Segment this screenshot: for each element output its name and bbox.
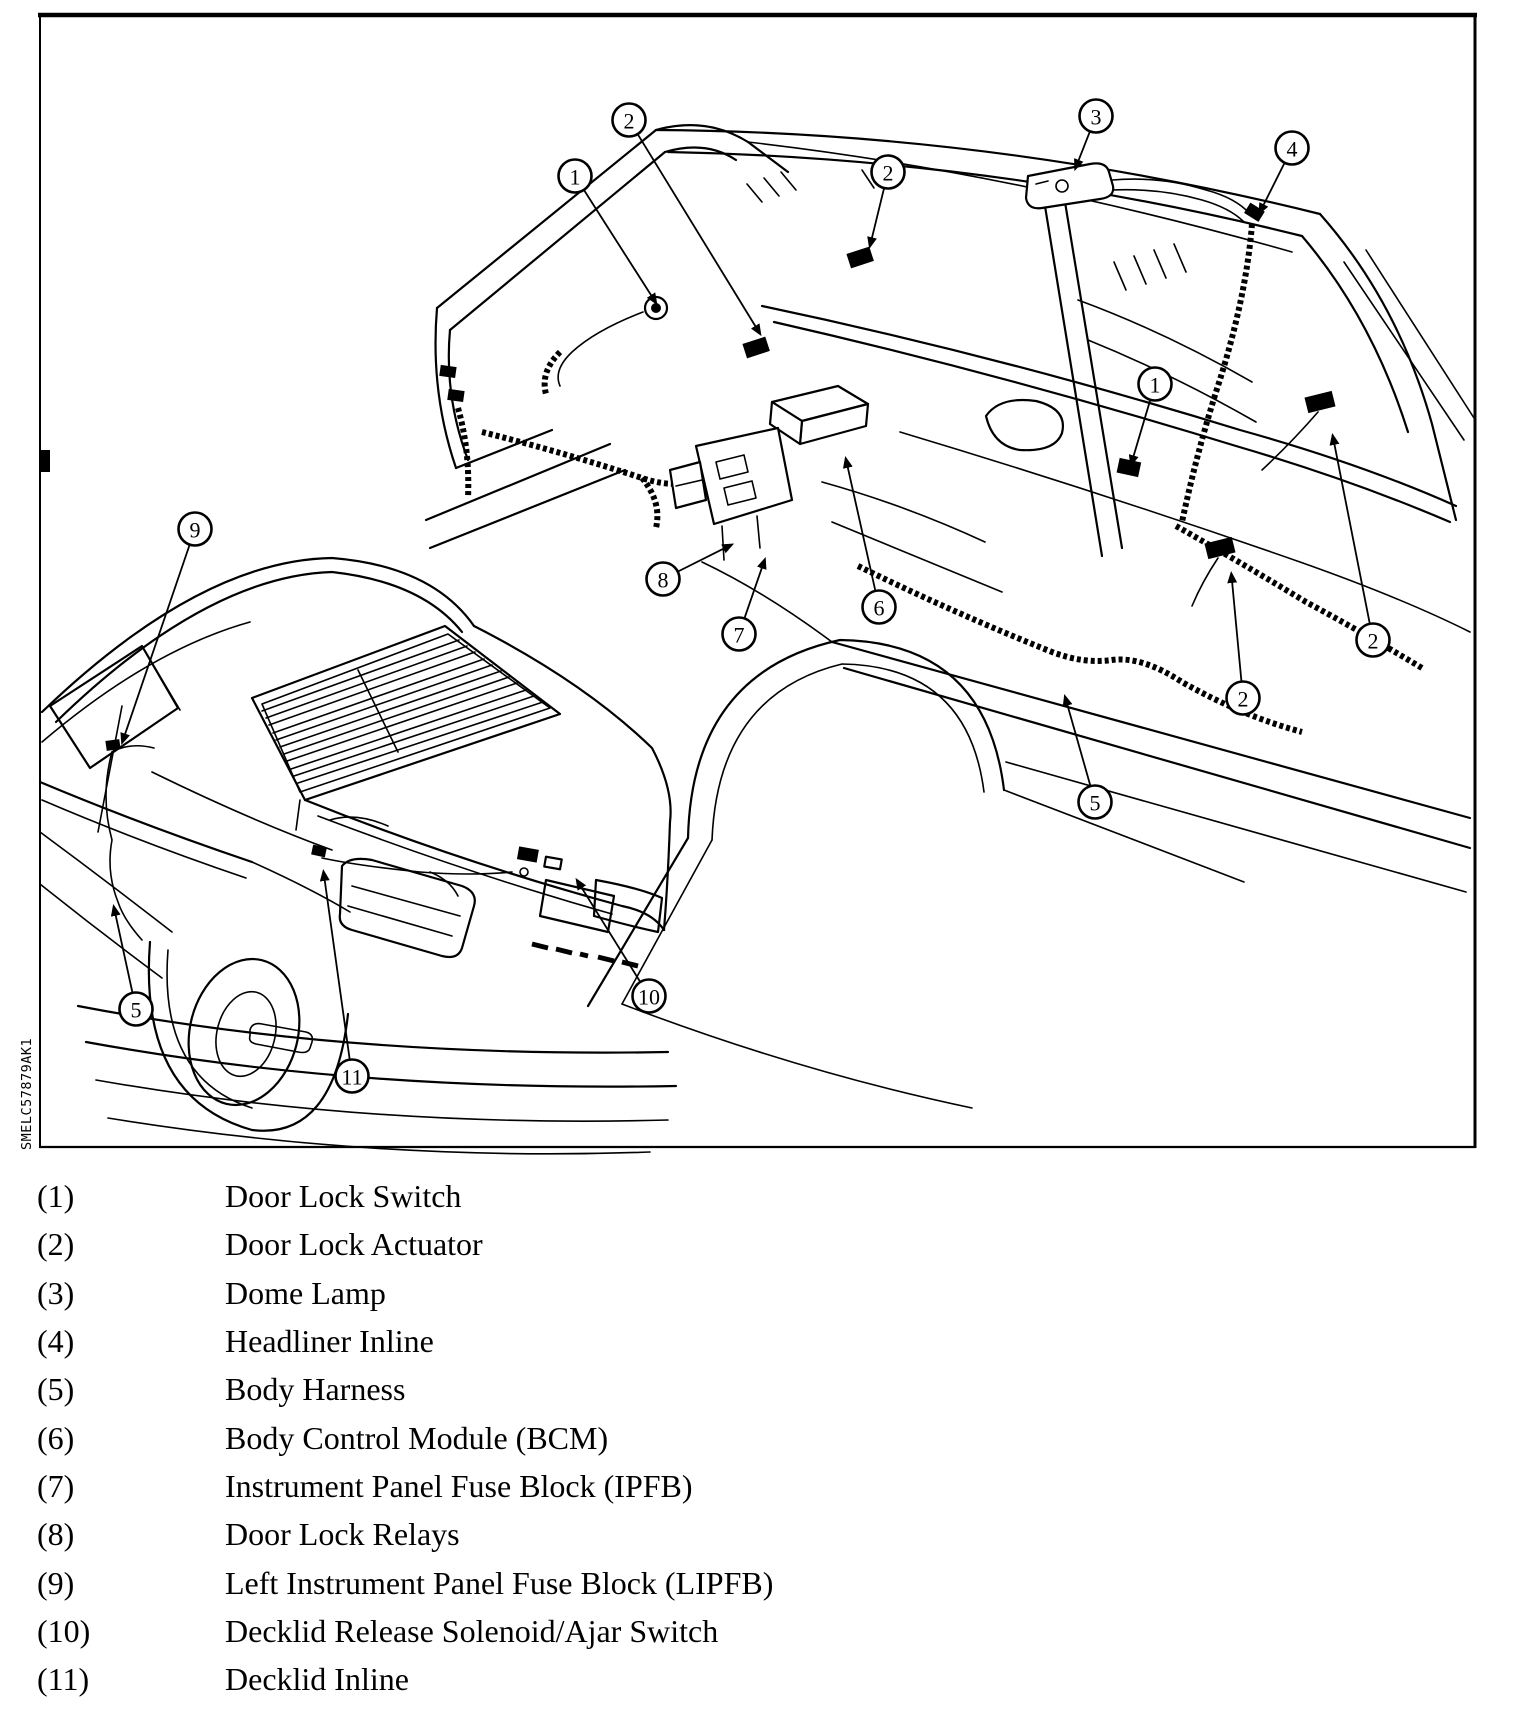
legend-row xyxy=(0,1174,1000,1222)
rear-car-art-part xyxy=(252,862,350,912)
callout-number: 1 xyxy=(569,164,581,190)
callout-number: 5 xyxy=(1089,790,1101,816)
rear-car-art-part xyxy=(532,944,548,948)
legend-row xyxy=(0,1319,1000,1367)
legend-item-label: Left Instrument Panel Fuse Block (LIPFB) xyxy=(225,1564,774,1601)
main-car-art-part xyxy=(832,642,1470,818)
callout-number: 10 xyxy=(638,984,660,1010)
rear-car-art-part xyxy=(86,1042,676,1087)
legend-item-label: Door Lock Switch xyxy=(225,1178,462,1215)
callout-number: 2 xyxy=(623,108,635,134)
callout-5 xyxy=(1067,705,1111,819)
main-car-art-part xyxy=(436,308,456,468)
main-car-art-part xyxy=(426,444,610,520)
legend-item-number: (3) xyxy=(37,1274,75,1311)
rear-car-art-part xyxy=(42,800,246,878)
callout-number: 2 xyxy=(882,160,894,186)
rear-car-art-part xyxy=(40,832,172,932)
callout-number: 6 xyxy=(873,595,885,621)
legend-item-label: Body Harness xyxy=(225,1371,406,1408)
callout-leader xyxy=(1232,582,1241,682)
rear-car-art-part xyxy=(298,702,543,783)
main-car-art-part xyxy=(1117,458,1142,477)
callout-leader xyxy=(1067,705,1090,787)
main-car-art-part xyxy=(1244,203,1265,222)
rear-car-art-part xyxy=(152,772,332,850)
callout-number: 2 xyxy=(1367,628,1379,654)
legend-row xyxy=(0,1415,1000,1463)
callout-number: 9 xyxy=(189,517,201,543)
rear-car-art-part xyxy=(40,884,162,978)
main-car-art-part xyxy=(651,303,661,313)
legend-row xyxy=(0,1222,1000,1270)
main-car-art-part xyxy=(1304,391,1335,413)
main-car-art-part xyxy=(430,470,625,548)
main-car-art-part xyxy=(742,337,769,359)
main-car-art-part xyxy=(846,247,873,269)
legend-row xyxy=(0,1512,1000,1560)
main-car-art-part xyxy=(764,178,779,196)
legend-row xyxy=(0,1657,1000,1705)
legend-item-number: (2) xyxy=(37,1226,75,1263)
callout-1 xyxy=(1133,368,1171,457)
main-car-art-part xyxy=(1114,262,1126,290)
ipfb-block-part xyxy=(722,526,724,560)
callout-number: 8 xyxy=(657,567,669,593)
rear-car-art-part xyxy=(291,690,526,769)
legend-item-label: Decklid Inline xyxy=(225,1661,409,1698)
ipfb-block xyxy=(670,428,792,560)
main-car-art-part xyxy=(458,408,468,498)
legend-item-number: (8) xyxy=(37,1516,75,1553)
main-car-art-part xyxy=(437,130,656,308)
callout-leader xyxy=(1078,131,1090,160)
rear-car-art-part xyxy=(106,752,142,940)
legend-row xyxy=(0,1609,1000,1657)
callout-11 xyxy=(325,880,369,1093)
main-car-art-part xyxy=(1004,790,1244,882)
main-car-art-part xyxy=(702,562,832,642)
callout-leader xyxy=(1334,444,1369,624)
rear-car-art-part xyxy=(296,800,300,830)
callout-number: 3 xyxy=(1090,104,1102,130)
rear-car-art-part xyxy=(108,1118,650,1154)
main-car-art-part xyxy=(832,522,1002,592)
callout-number: 1 xyxy=(1149,372,1161,398)
callout-leader xyxy=(325,880,350,1060)
rear-car-art-part xyxy=(142,646,180,710)
legend xyxy=(0,1174,1000,1705)
legend-row xyxy=(0,1271,1000,1319)
callout-number: 5 xyxy=(130,997,142,1023)
rear-car-art-part xyxy=(556,949,572,953)
main-car-art-part xyxy=(1154,250,1166,278)
bcm-box xyxy=(770,386,868,444)
main-car-art-part xyxy=(1134,256,1146,284)
callout-leader xyxy=(584,190,652,296)
callout-3 xyxy=(1078,100,1112,161)
rear-car-art-part xyxy=(544,857,561,870)
callout-8 xyxy=(647,548,725,595)
rear-car-art-part xyxy=(40,782,252,862)
main-car-art-part xyxy=(622,840,712,1004)
ipfb-block-part xyxy=(696,428,792,524)
main-car-art xyxy=(40,125,1474,1108)
rear-car-art-part xyxy=(520,868,528,876)
main-car-art-part xyxy=(986,400,1063,450)
legend-item-number: (6) xyxy=(37,1419,75,1456)
main-car-art-part xyxy=(622,1004,972,1108)
main-car-art-part xyxy=(642,478,657,528)
main-car-art-part xyxy=(1204,537,1235,559)
main-car-art-part xyxy=(668,152,1302,236)
main-car-art-part xyxy=(1182,224,1252,522)
rear-car-art-part xyxy=(540,880,614,932)
callout-9 xyxy=(125,513,212,735)
main-car-art-part xyxy=(747,184,762,202)
legend-row xyxy=(0,1464,1000,1512)
legend-item-label: Body Control Module (BCM) xyxy=(225,1419,609,1456)
callout-leader xyxy=(678,548,725,571)
legend-item-label: Instrument Panel Fuse Block (IPFB) xyxy=(225,1467,693,1504)
callout-number: 11 xyxy=(341,1064,363,1090)
main-car-art-part xyxy=(545,352,560,394)
callout-leader xyxy=(848,467,876,591)
main-car-art-part xyxy=(40,450,50,472)
callout-leader xyxy=(1133,400,1150,457)
legend-item-number: (11) xyxy=(37,1661,90,1698)
callout-leader xyxy=(1263,163,1284,206)
figure-code: SMELC57879AK1 xyxy=(19,1037,35,1150)
main-car-art-part xyxy=(1366,250,1474,418)
callout-4 xyxy=(1263,132,1308,206)
legend-item-label: Decklid Release Solenoid/Ajar Switch xyxy=(225,1612,719,1649)
main-car-art-part xyxy=(781,172,796,190)
callout-2 xyxy=(1227,582,1260,715)
callout-leader xyxy=(872,188,884,238)
callout-number: 4 xyxy=(1286,136,1298,162)
legend-item-number: (5) xyxy=(37,1371,75,1408)
legend-item-label: Door Lock Actuator xyxy=(225,1226,483,1263)
callouts-layer xyxy=(116,100,1390,1093)
legend-item-label: Door Lock Relays xyxy=(225,1516,460,1553)
main-car-art-part xyxy=(439,365,456,378)
legend-item-number: (7) xyxy=(37,1467,75,1504)
legend-item-number: (10) xyxy=(37,1612,91,1649)
legend-item-label: Headliner Inline xyxy=(225,1323,434,1360)
legend-item-number: (9) xyxy=(37,1564,75,1601)
legend-row xyxy=(0,1560,1000,1608)
legend-item-number: (4) xyxy=(37,1323,75,1360)
main-car-art-part xyxy=(1192,558,1218,606)
callout-2 xyxy=(613,104,756,327)
ipfb-block-part xyxy=(670,462,706,508)
main-car-art-part xyxy=(1174,244,1186,272)
rear-car-art-part xyxy=(42,558,474,712)
rear-car-art-part xyxy=(580,954,588,956)
legend-item-label: Dome Lamp xyxy=(225,1274,386,1311)
main-car-art-part xyxy=(1262,412,1318,470)
callout-number: 7 xyxy=(733,622,745,648)
rear-car-art-part xyxy=(348,906,452,936)
dome-lamp xyxy=(1026,163,1113,208)
main-car-art-part xyxy=(1344,262,1464,440)
rear-car-art-part xyxy=(517,846,539,862)
callout-leader xyxy=(125,545,190,735)
legend-row xyxy=(0,1367,1000,1415)
rear-car-art-part xyxy=(598,957,614,961)
dome-lamp-part xyxy=(1026,163,1113,208)
callout-number: 2 xyxy=(1237,686,1249,712)
main-car-art-part xyxy=(822,482,985,542)
legend-item-number: (1) xyxy=(37,1178,75,1215)
callout-7 xyxy=(723,567,763,650)
main-car-art-part xyxy=(712,664,984,840)
main-car-art-part xyxy=(558,312,643,386)
ipfb-block-part xyxy=(757,516,760,548)
rear-car-art-part xyxy=(78,1006,668,1053)
callout-2 xyxy=(872,156,905,239)
main-car-art-part xyxy=(447,389,464,402)
